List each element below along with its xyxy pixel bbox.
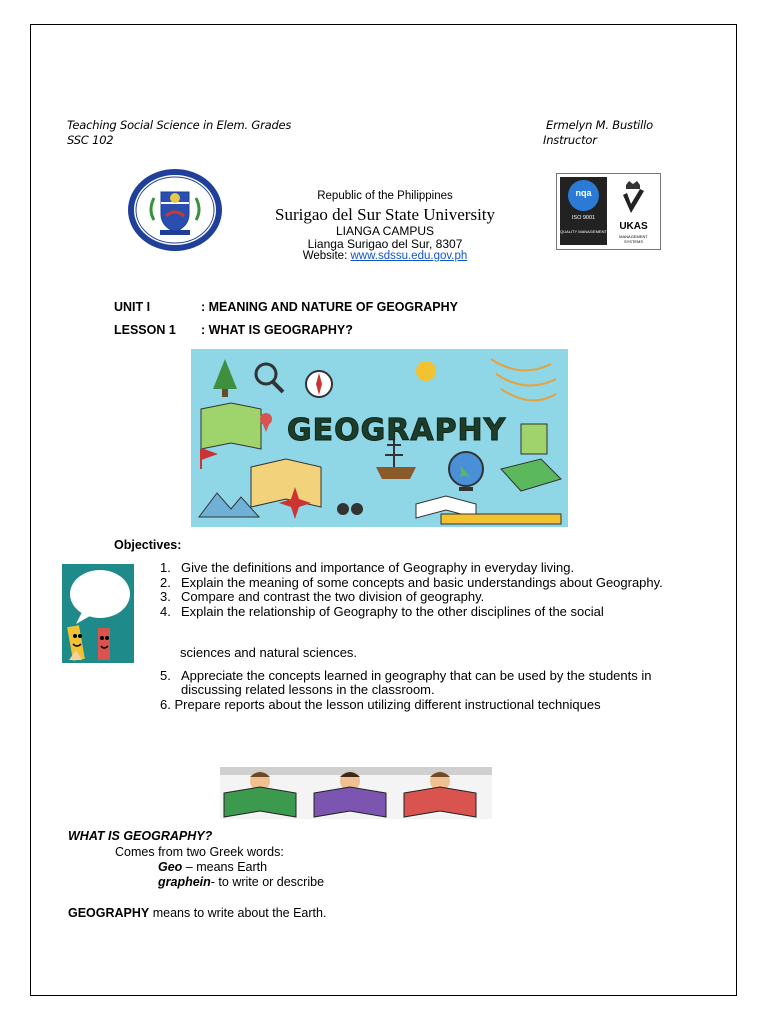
geo-definition — [158, 860, 267, 874]
objective-text: Compare and contrast the two division of geography. — [181, 589, 485, 604]
objective-number: 2. — [160, 574, 171, 590]
objective-text: Give the definitions and importance of Geography in everyday living. — [181, 560, 575, 575]
crown-check-icon — [621, 179, 646, 217]
country-line: Republic of the Philippines — [317, 190, 453, 202]
nqa-badge — [560, 177, 607, 245]
objective-item — [160, 590, 680, 605]
university-seal — [126, 168, 224, 252]
objective-text: Explain the relationship of Geography to the other disciplines of the social — [181, 603, 604, 619]
pencil-illustration — [62, 564, 134, 663]
definition-heading: WHAT IS GEOGRAPHY? — [68, 829, 213, 843]
graphein-meaning: - to write or describe — [210, 875, 325, 889]
campus-line: LIANGA CAMPUS — [335, 224, 435, 238]
objective-text: Explain the meaning of some concepts and basic understandings about Geography. — [181, 574, 663, 590]
objective-number: 1. — [160, 560, 171, 575]
geography-banner — [191, 349, 568, 527]
graphein-term: graphein — [158, 875, 211, 889]
quality-text: QUALITY MANAGEMENT — [560, 229, 607, 234]
objective-item — [160, 561, 680, 576]
course-code: SSC 102 — [67, 133, 114, 147]
instructor-role: Instructor — [543, 133, 597, 147]
unit-title: : MEANING AND NATURE OF GEOGRAPHY — [201, 300, 458, 314]
unit-label: UNIT I — [114, 300, 151, 314]
nqa-text: nqa — [575, 188, 592, 198]
website-label: Website: — [302, 250, 351, 262]
geo-meaning: – means Earth — [182, 860, 268, 874]
objective-continuation — [160, 646, 680, 661]
objective-number: 6. — [160, 696, 171, 712]
iso-text: ISO 9001 — [571, 215, 596, 221]
objectives-list — [160, 561, 680, 712]
objective-item — [160, 605, 680, 620]
objective-text: sciences and natural sciences. — [180, 645, 358, 660]
graphein-definition — [158, 875, 324, 889]
website-link[interactable]: www.sdssu.edu.gov.ph — [350, 250, 468, 262]
address-line: Lianga Surigao del Sur, 8307 — [307, 237, 463, 251]
objective-number: 4. — [160, 603, 171, 619]
ukas-sub-text: MANAGEMENT SYSTEMS — [619, 234, 648, 244]
summary-term: GEOGRAPHY — [68, 906, 150, 920]
objective-item — [160, 698, 680, 713]
objective-text: Prepare reports about the lesson utilizing different instructional techniques — [174, 696, 601, 712]
objective-number: 3. — [160, 589, 171, 604]
banner-word: GEOGRAPHY — [287, 413, 507, 448]
summary-meaning: means to write about the Earth. — [149, 906, 327, 920]
website-line — [230, 250, 540, 262]
lesson-title: : WHAT IS GEOGRAPHY? — [201, 323, 353, 337]
university-name: Surigao del Sur State University — [274, 205, 496, 224]
objective-item — [160, 576, 680, 591]
objectives-heading: Objectives: — [114, 538, 182, 552]
ukas-text: UKAS — [619, 221, 648, 232]
definition-intro: Comes from two Greek words: — [115, 845, 284, 859]
geography-summary — [68, 906, 326, 920]
objective-item — [160, 669, 680, 698]
objective-text: Appreciate the concepts learned in geography that can be used by the students in discussing related lessons in the classroom. — [181, 667, 652, 697]
ukas-badge — [610, 177, 657, 245]
geo-term: Geo — [158, 860, 183, 874]
course-title: Teaching Social Science in Elem. Grades — [67, 118, 292, 132]
kids-reading-illustration — [220, 767, 492, 819]
certification-logos — [556, 173, 661, 250]
lesson-label: LESSON 1 — [114, 323, 176, 337]
instructor-name: Ermelyn M. Bustillo — [546, 118, 653, 132]
objective-number: 5. — [160, 667, 171, 683]
